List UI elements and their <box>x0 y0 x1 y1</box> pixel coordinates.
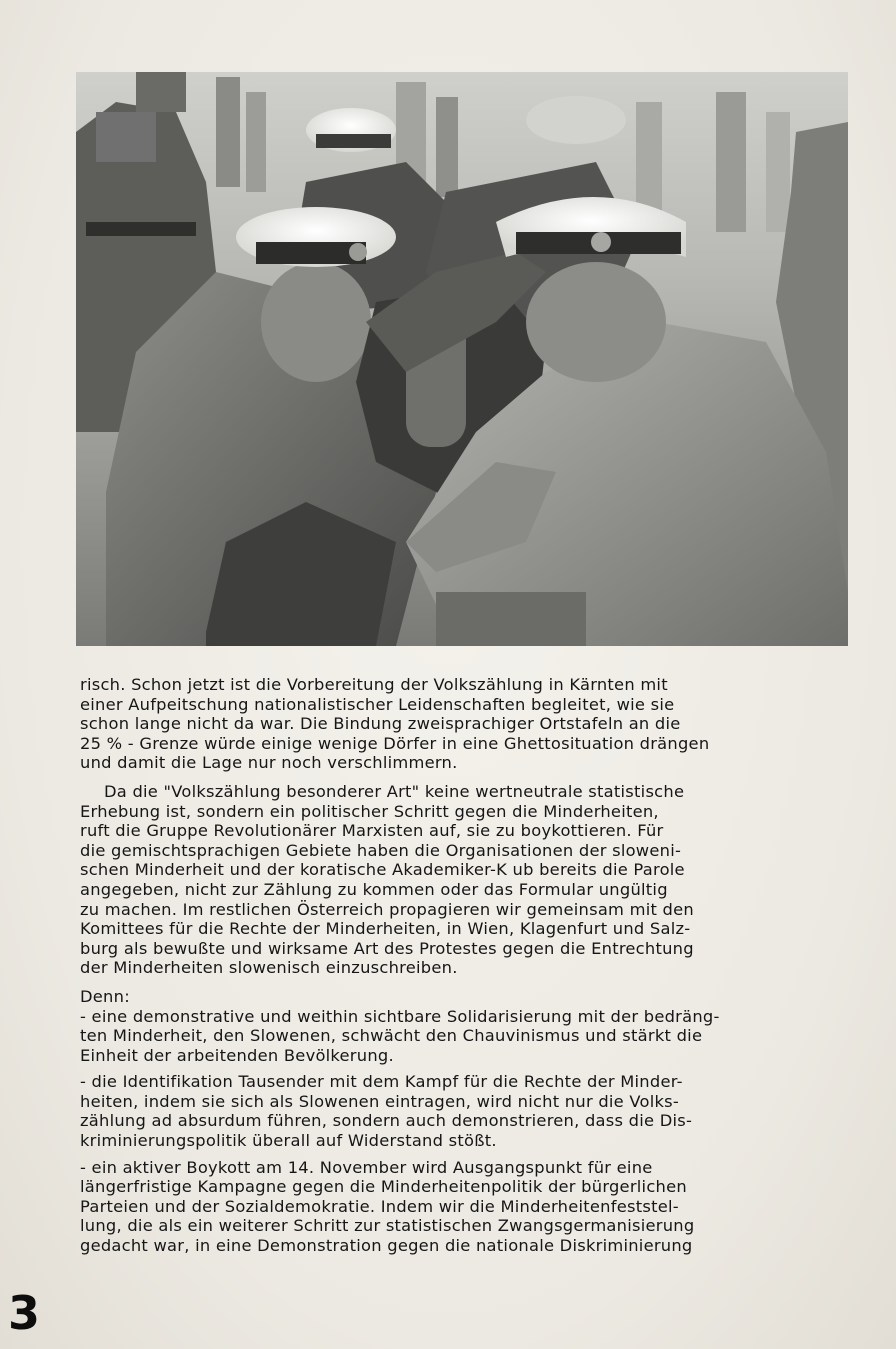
text-line: risch. Schon jetzt ist die Vorbereitung der Volkszählung in Kärnten mit <box>80 675 668 694</box>
text-line: Denn: <box>80 986 130 1006</box>
text-line: Erhebung ist, sondern ein politischer Schritt gegen die Minderheiten, <box>80 801 659 821</box>
text-line: - eine demonstrative und weithin sichtbare Solidarisierung mit der bedräng- <box>80 1006 720 1026</box>
page-number: 3 <box>8 1286 41 1340</box>
text-line: gedacht war, in eine Demonstration gegen die nationale Diskriminierung <box>80 1236 693 1256</box>
paragraph-volkszaehlung-intro <box>80 675 860 773</box>
text-line: Komittees für die Rechte der Minderheiten, in Wien, Klagenfurt und Salz- <box>80 919 691 939</box>
text-line: einer Aufpeitschung nationalistischer Leidenschaften begleitet, wie sie <box>80 694 675 714</box>
text-line: - die Identifikation Tausender mit dem Kampf für die Rechte der Minder- <box>80 1072 683 1092</box>
paragraph-boycott-call <box>80 782 860 978</box>
text-line: kriminierungspolitik überall auf Widerstand stößt. <box>80 1131 497 1151</box>
paragraph-reason-identification <box>80 1072 860 1150</box>
text-line: ten Minderheit, den Slowenen, schwächt den Chauvinismus und stärkt die <box>80 1026 703 1046</box>
text-line: der Minderheiten slowenisch einzuschreiben. <box>80 958 458 978</box>
text-line: Parteien und der Sozialdemokratie. Indem wir die Minderheitenfeststel- <box>80 1196 679 1216</box>
text-line: zu machen. Im restlichen Österreich propagieren wir gemeinsam mit den <box>80 899 694 919</box>
text-line: - ein aktiver Boykott am 14. November wird Ausgangspunkt für eine <box>80 1157 653 1177</box>
text-line: schen Minderheit und der koratische Akademiker-K ub bereits die Parole <box>80 860 685 880</box>
article-text <box>80 675 860 1263</box>
text-line: und damit die Lage nur noch verschlimmern. <box>80 753 458 773</box>
photo-police-arrest <box>76 72 848 646</box>
photo-police-arrest-graphic <box>76 72 848 646</box>
text-line: angegeben, nicht zur Zählung zu kommen oder das Formular ungültig <box>80 879 668 899</box>
text-line: heiten, indem sie sich als Slowenen eintragen, wird nicht nur die Volks- <box>80 1091 680 1111</box>
paragraph-reason-solidarity <box>80 987 860 1065</box>
text-line: lung, die als ein weiterer Schritt zur statistischen Zwangsgermanisierung <box>80 1216 695 1236</box>
text-line: Da die "Volkszählung besonderer Art" keine wertneutrale statistische <box>104 781 685 801</box>
text-line: burg als bewußte und wirksame Art des Protestes gegen die Entrechtung <box>80 938 694 958</box>
text-line: Einheit der arbeitenden Bevölkerung. <box>80 1045 394 1065</box>
text-line: die gemischtsprachigen Gebiete haben die Organisationen der sloweni- <box>80 840 682 860</box>
paragraph-reason-boycott <box>80 1158 860 1256</box>
text-line: 25 % - Grenze würde einige wenige Dörfer in eine Ghettosituation drängen <box>80 733 710 753</box>
text-line: schon lange nicht da war. Die Bindung zweisprachiger Ortstafeln an die <box>80 714 681 734</box>
text-line: zählung ad absurdum führen, sondern auch demonstrieren, dass die Dis- <box>80 1111 693 1131</box>
text-line: längerfristige Kampagne gegen die Minderheitenpolitik der bürgerlichen <box>80 1177 687 1197</box>
text-line: ruft die Gruppe Revolutionärer Marxisten auf, sie zu boykottieren. Für <box>80 821 664 841</box>
